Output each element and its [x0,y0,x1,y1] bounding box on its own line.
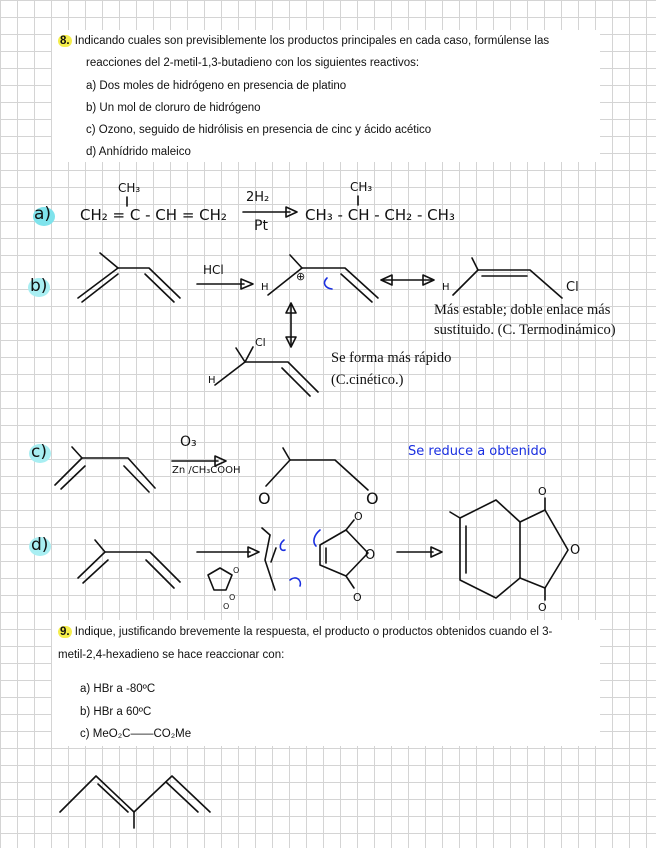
d-o2: O [229,593,236,602]
b-h3: H [208,375,216,386]
d-o4: O [354,510,363,523]
d-o1: O [233,566,240,575]
answer-b-label: b) [30,276,48,296]
q8-line1: 8. Indicando cuales son previsiblemente los productos principales en cada caso, formúlense las [60,35,550,47]
d-prod-o1: O [538,485,547,498]
answer-a-label: a) [34,204,52,224]
c-reagent: O₃ [180,434,197,450]
q9-line1: 9. Indique, justificando brevemente la respuesta, el producto o productos obtenidos cuando el 3- [60,626,553,638]
q8-number: 8. [60,35,70,47]
d-prod-o3: O [538,601,547,614]
answer-d-label: d) [31,535,49,555]
b-note-thermo-1: Más estable; doble enlace más [434,302,611,318]
q9-option-a: a) HBr a -80ºC [80,683,156,695]
b-cation: ⊕ [296,270,306,283]
b-cl1: Cl [255,336,266,349]
c-note: Se reduce a obtenido [408,444,547,459]
a-reactant: CH₂ = C - CH = CH₂ [80,206,227,224]
d-o3: O [223,602,230,611]
q8-option-b: b) Un mol de cloruro de hidrógeno [86,102,261,114]
q9-option-b: b) HBr a 60ºC [80,706,152,718]
c-conditions: Zn /CH₃COOH [172,465,241,476]
b-h1: H [261,282,269,293]
d-o5: O [365,548,376,563]
a-product-methyl: CH₃ [350,180,373,194]
q8-option-a: a) Dos moles de hidrógeno en presencia de platino [86,80,347,92]
a-reagent: 2H₂ [246,190,270,205]
q8-line2: reacciones del 2-metil-1,3-butadieno con los siguientes reactivos: [86,57,420,69]
c-o2: O [366,489,379,508]
q9-line2: metil-2,4-hexadieno se hace reaccionar con: [58,649,285,661]
d-o6: O [353,591,362,604]
a-product: CH₃ - CH - CH₂ - CH₃ [305,206,455,224]
q8-option-d: d) Anhídrido maleico [86,146,191,158]
a-catalyst: Pt [254,218,268,234]
q9-number: 9. [60,626,70,638]
d-prod-o2: O [570,543,581,558]
b-note-kinetic-1: Se forma más rápido [331,350,452,366]
b-note-thermo-2: sustituido. (C. Termodinámico) [434,322,616,338]
b-note-kinetic-2: (C.cinético.) [331,372,404,388]
answer-c-label: c) [31,442,47,462]
b-h2: H [442,282,450,293]
q8-option-c: c) Ozono, seguido de hidrólisis en presencia de cinc y ácido acético [86,124,432,136]
a-reactant-methyl: CH₃ [118,181,141,195]
c-o1: O [258,489,271,508]
b-reagent: HCl [203,263,224,277]
q9-option-c: c) MeO₂C——CO₂Me [80,728,192,740]
b-cl2: Cl [566,280,579,295]
